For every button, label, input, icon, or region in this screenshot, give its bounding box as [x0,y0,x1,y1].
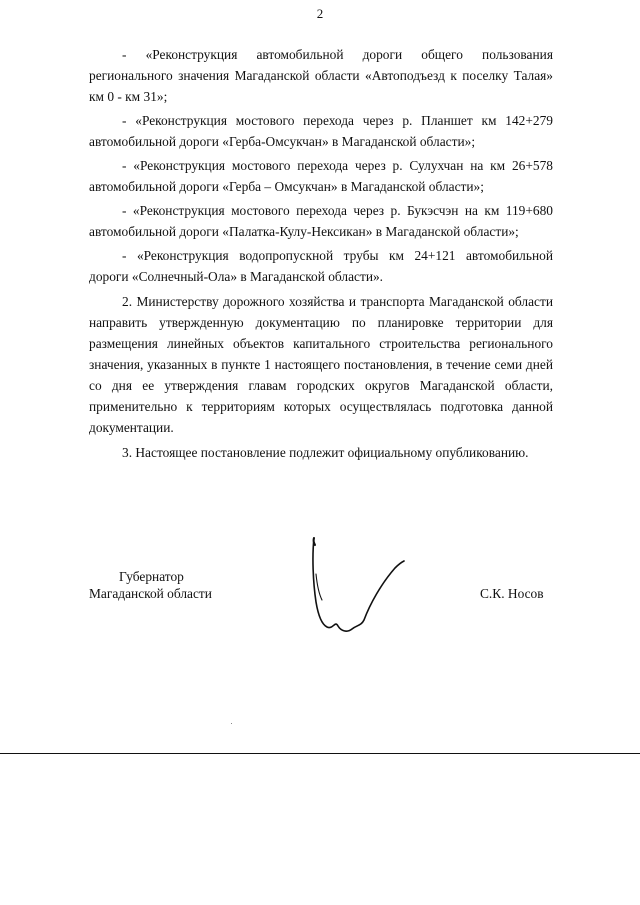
clause-2-paragraph: 2. Министерству дорожного хозяйства и транспорта Магаданской области направить утвержденную документацию по планировке территории для размещения линейных объектов капитального строительства регионального значения, указанных в пункте 1 настоящего постановления, в течение семи дней со дня ее утверждения главам городских округов Магаданской области, применительно к территориям которых осуществлялась подготовка данной документации. [89,294,553,435]
signatory-title-line1: Губернатор [119,569,184,584]
page-number: 2 [316,6,324,21]
signatory-title [89,568,212,602]
list-item-solnechny-culvert: - «Реконструкция водопропускной трубы км 24+121 автомобильной дороги «Солнечный-Ола» в Магаданской области». [89,248,553,284]
scan-speck [231,723,232,724]
handwritten-signature [305,534,415,642]
list-item-bukeschen-bridge: - «Реконструкция мостового перехода через р. Букэсчэн на км 119+680 автомобильной дороги «Палатка-Кулу-Нексикан» в Магаданской области»; [89,203,553,239]
clause-3-paragraph: 3. Настоящее постановление подлежит официальному опубликованию. [122,445,529,460]
signatory-title-line2: Магаданской области [89,586,212,601]
document-body [89,44,553,466]
signatory-name: С.К. Носов [480,586,544,601]
list-item-talaya-road: - «Реконструкция автомобильной дороги общего пользования регионального значения Магаданской области «Автоподъезд к поселку Талая» км 0 - км 31»; [89,47,553,104]
list-item-planshet-bridge: - «Реконструкция мостового перехода через р. Планшет км 142+279 автомобильной дороги «Герба-Омсукчан» в Магаданской области»; [89,113,553,149]
list-item-sulukhchan-bridge: - «Реконструкция мостового перехода через р. Сулухчан на км 26+578 автомобильной дороги «Герба – Омсукчан» в Магаданской области»; [89,158,553,194]
page-bottom-rule [0,753,640,754]
